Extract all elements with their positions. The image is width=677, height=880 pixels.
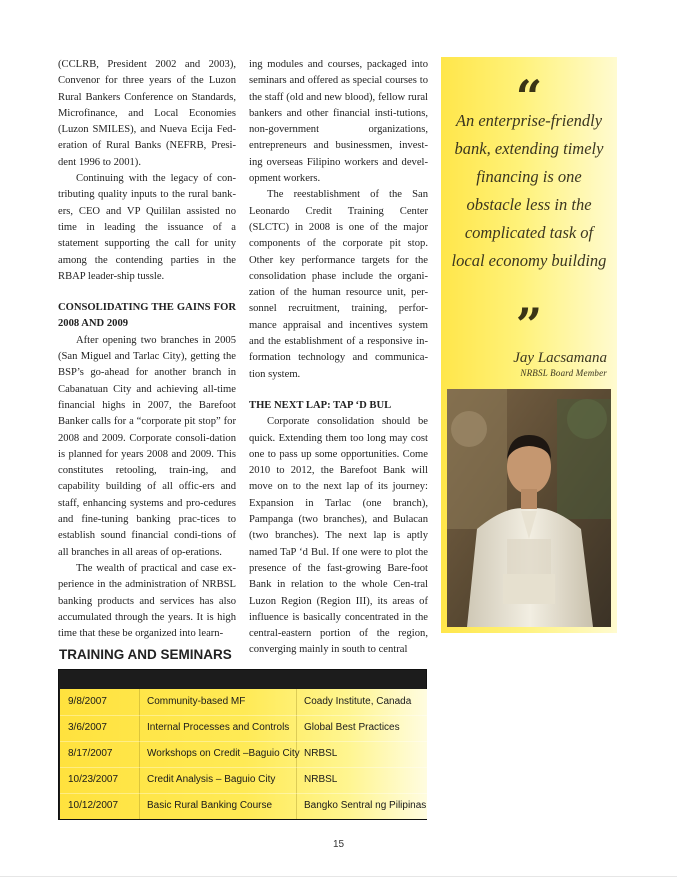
course-cell: Credit Analysis – Baguio City xyxy=(147,774,276,785)
date-cell: 8/17/2007 xyxy=(68,748,113,759)
course-cell: Basic Rural Banking Course xyxy=(147,800,273,811)
date-cell: 3/6/2007 xyxy=(68,722,107,733)
pull-quote-text: An enterprise-friendly bank, extending timely financing is one obstacle less in the complicated task of local economy building xyxy=(451,111,607,270)
course-cell: Internal Processes and Controls xyxy=(147,722,290,733)
section-heading: CONSOLIDATING THE GAINS FOR 2008 AND 2009 xyxy=(58,302,236,330)
quote-author: Jay Lacsamana xyxy=(513,350,607,366)
date-cell: 10/23/2007 xyxy=(68,774,119,785)
paragraph: (CCLRB, President 2002 and 2003), Convenor for three years of the Luzon Rural Bankers Conference on Standards, Microfinance, and Local Economies (Luzon SMILES), and Nueva Ecija Fed-eration of Rural Banks (NEFRB, Presi-dent 1996 to 2001). xyxy=(58,59,236,168)
training-heading: TRAINING AND SEMINARS xyxy=(59,647,232,662)
portrait-photo xyxy=(447,389,611,627)
paragraph: The reestablishment of the San Leonardo Credit Training Center (SLCTC) in 2008 is one of the major components of the corporate pit stop. Other key performance targets for the consolidation phase include the organi-zation of the human resource unit, per-sonnel recruitment, training, perfor-mance appraisal and incentives system and the establishment of a responsive in-formation technology and communica-tion system. xyxy=(249,189,428,380)
paragraph: ing modules and courses, packaged into seminars and offered as special courses to the staff (old and new blood), fellow rural bankers and other financial insti-tutions, non-government organizations, entrepreneurs and businessmen, invest-ing overseas Filipino workers and devel-opment workers. xyxy=(249,59,428,185)
training-table xyxy=(58,669,427,820)
paragraph: The wealth of practical and case ex-perience in the administration of NRBSL banking products and services has also accumulated through the years. It is high time that these be organized into learn- xyxy=(58,562,236,640)
paragraph: Corporate consolidation should be quick. Extending them too long may cost one to pass up some opportunities. Come 2010 to 2012, the Barefoot Bank will move on to the next lap of its journey: Expansion in Tarlac (one branch), Pampanga (two branches), and Bulacan (two branches). The next lap is aptly named TaP ‘d Bul. If one were to plot the presence of the fast-growing Bare-foot Bank in relation to the whole Cen-tral Luzon Region (Region III), its areas of influence is basically concentrated in the central-eastern portion of the region, converging mainly in south to central xyxy=(249,416,428,656)
organizer-cell: NRBSL xyxy=(304,748,338,759)
date-cell: 10/12/2007 xyxy=(68,800,119,811)
text-column-left xyxy=(58,57,236,642)
paragraph: After opening two branches in 2005 (San Miguel and Tarlac City), getting the BSP’s go-ahead for another branch in Cabanatuan City and achieving all-time financial highs in 2007, the Barefoot Banker calls for a “corporate pit stop” for 2008 and 2009. Corporate consoli-dation is planned for years 2008 and 2009. This constitutes retooling, train-ing, and capability building of all offic-ers and staff, enhancing systems and pro-cedures and fine-tuning banking prac-tices to establish sound financial condi-tions of all branches in all areas of op-erations. xyxy=(58,334,236,558)
paragraph: Continuing with the legacy of con-tributing quality inputs to the rural bank-ers, CEO and VP Quililan assisted no time in leading the issuance of a statement supporting the call for unity among the contending parties in the RBAP leader-ship tussle. xyxy=(58,173,236,282)
page-number: 15 xyxy=(332,839,345,850)
table-row xyxy=(60,741,427,767)
quote-author-role: NRBSL Board Member xyxy=(520,368,607,378)
date-cell: 9/8/2007 xyxy=(68,696,107,707)
organizer-cell: Bangko Sentral ng Pilipinas xyxy=(304,800,427,811)
course-cell: Community-based MF xyxy=(147,696,246,707)
table-row xyxy=(60,767,427,793)
table-row xyxy=(60,689,427,715)
organizer-cell: NRBSL xyxy=(304,774,338,785)
table-row xyxy=(60,715,427,741)
close-quote-icon: ” xyxy=(515,298,543,352)
course-cell: Workshops on Credit –Baguio City xyxy=(147,748,300,759)
open-quote-icon: “ xyxy=(515,70,543,124)
pull-quote-panel xyxy=(441,57,617,633)
text-column-middle xyxy=(249,57,428,659)
organizer-cell: Coady Institute, Canada xyxy=(304,696,412,707)
page-bottom-rule xyxy=(0,876,677,877)
table-row xyxy=(60,793,427,819)
section-heading: THE NEXT LAP: TAP ‘D BUL xyxy=(249,399,392,411)
training-table-body xyxy=(60,689,427,819)
organizer-cell: Global Best Practices xyxy=(304,722,400,733)
